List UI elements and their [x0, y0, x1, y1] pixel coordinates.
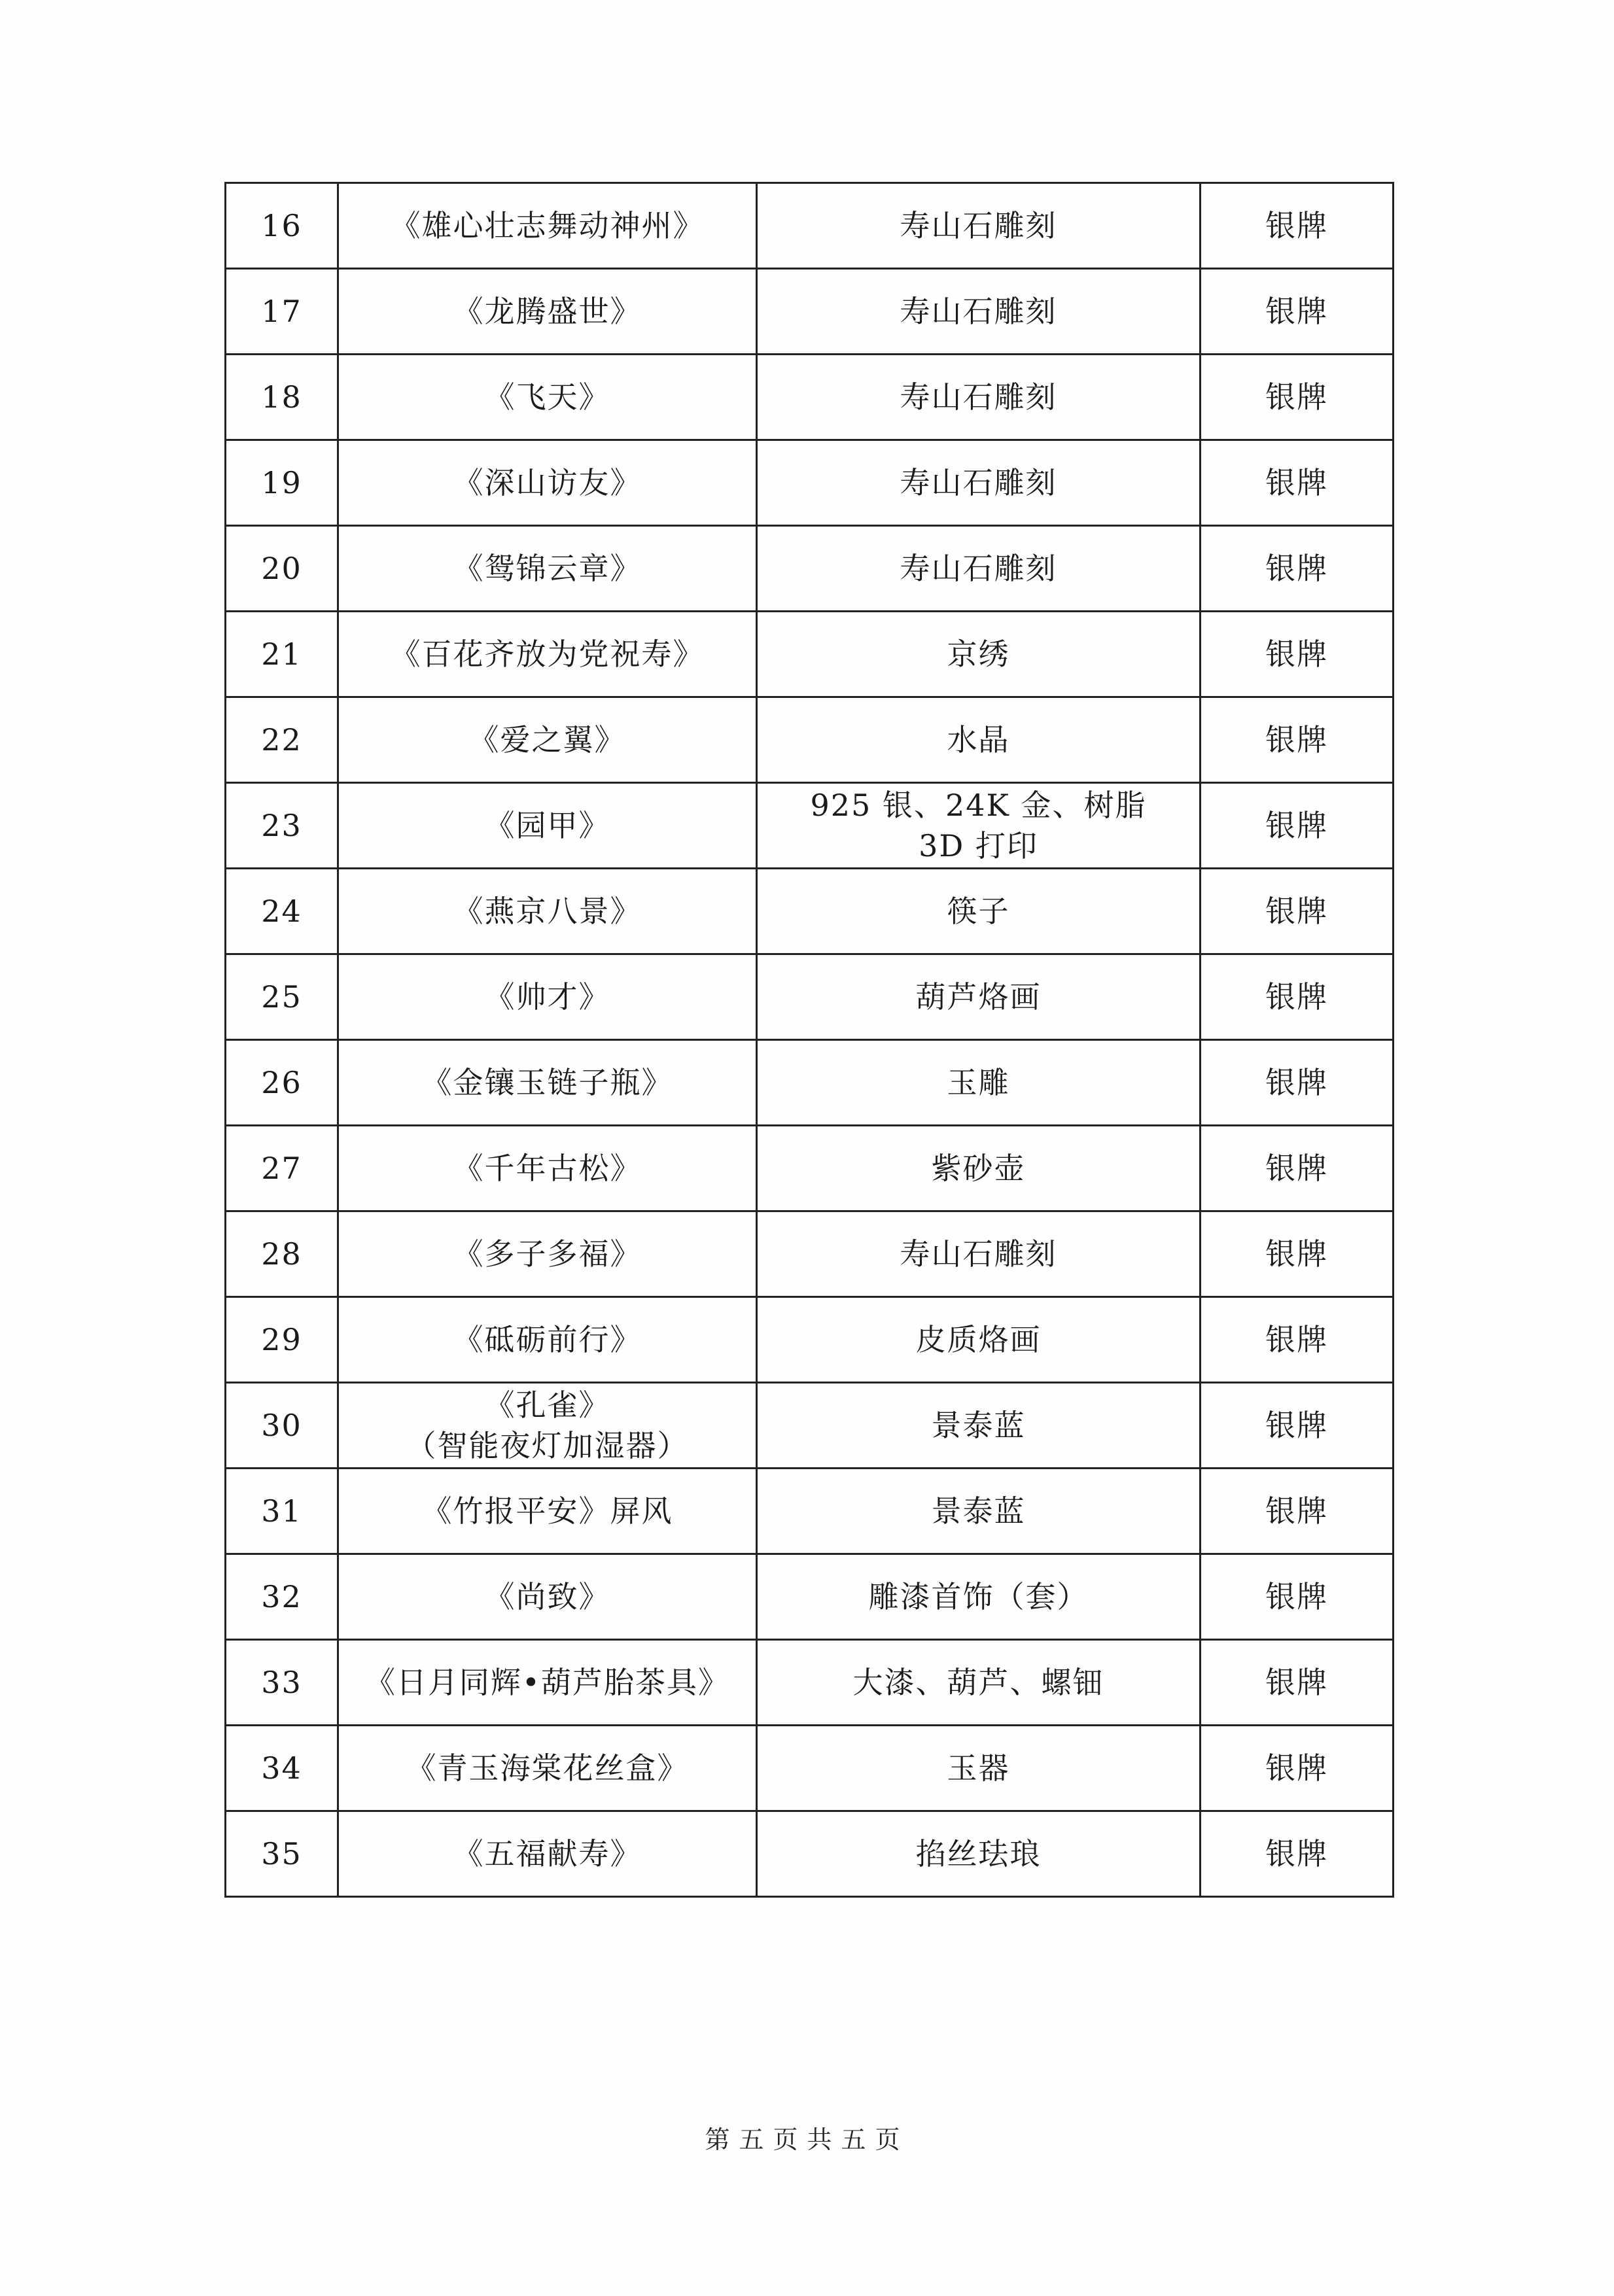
artwork-title-cell	[338, 612, 757, 697]
artwork-title-line: 《百花齐放为党祝寿》	[390, 636, 705, 672]
artwork-title-line: 《竹报平安》屏风	[421, 1493, 673, 1529]
material-line: 雕漆首饰（套）	[868, 1579, 1089, 1614]
row-number-cell: 20	[226, 526, 338, 612]
material-cell	[757, 269, 1201, 355]
material-line: 紫砂壶	[931, 1151, 1026, 1186]
artwork-title-cell	[338, 526, 757, 612]
award-cell: 银牌	[1201, 526, 1394, 612]
material-cell	[757, 1640, 1201, 1726]
row-number-cell: 21	[226, 612, 338, 697]
award-table-body	[226, 183, 1394, 1897]
artwork-title-cell	[338, 1811, 757, 1897]
material-cell	[757, 355, 1201, 440]
table-row	[226, 1640, 1394, 1726]
artwork-title-line: 《燕京八景》	[453, 894, 642, 929]
artwork-title-cell	[338, 269, 757, 355]
award-cell: 银牌	[1201, 1640, 1394, 1726]
row-number-cell: 18	[226, 355, 338, 440]
row-number-cell: 28	[226, 1211, 338, 1297]
artwork-title-line: 《帅才》	[484, 979, 610, 1015]
award-cell: 银牌	[1201, 783, 1394, 869]
artwork-title-cell	[338, 355, 757, 440]
artwork-title-cell	[338, 1297, 757, 1383]
table-row	[226, 1126, 1394, 1211]
material-line: 925 银、24K 金、树脂	[810, 788, 1147, 823]
artwork-title-cell	[338, 1126, 757, 1211]
table-row	[226, 869, 1394, 954]
row-number-cell: 34	[226, 1726, 338, 1811]
table-row	[226, 355, 1394, 440]
artwork-title-cell	[338, 869, 757, 954]
artwork-title-line: 《飞天》	[484, 379, 610, 415]
award-cell: 银牌	[1201, 612, 1394, 697]
award-cell: 银牌	[1201, 1297, 1394, 1383]
material-line: 寿山石雕刻	[900, 208, 1057, 243]
award-cell: 银牌	[1201, 1126, 1394, 1211]
row-number-cell: 29	[226, 1297, 338, 1383]
artwork-title-line: 《孔雀》	[484, 1387, 610, 1423]
material-cell	[757, 1811, 1201, 1897]
artwork-title-cell	[338, 1469, 757, 1554]
artwork-title-line: 《雄心壮志舞动神州》	[390, 208, 705, 243]
artwork-title-cell	[338, 440, 757, 526]
artwork-title-line: 《深山访友》	[453, 465, 642, 500]
artwork-title-line: 《多子多福》	[453, 1236, 642, 1272]
material-cell	[757, 612, 1201, 697]
table-row	[226, 526, 1394, 612]
row-number-cell: 19	[226, 440, 338, 526]
table-row	[226, 183, 1394, 269]
artwork-title-line: 《千年古松》	[453, 1151, 642, 1186]
material-line: 京绣	[947, 636, 1010, 672]
artwork-title-cell	[338, 1040, 757, 1126]
award-cell: 银牌	[1201, 1811, 1394, 1897]
material-cell	[757, 1383, 1201, 1469]
award-cell: 银牌	[1201, 269, 1394, 355]
artwork-title-cell	[338, 1554, 757, 1640]
artwork-title-line: 《尚致》	[484, 1579, 610, 1614]
table-row	[226, 1469, 1394, 1554]
artwork-title-line: 《爱之翼》	[468, 722, 626, 757]
table-row	[226, 269, 1394, 355]
artwork-title-line: 《鸳锦云章》	[453, 551, 642, 586]
material-cell	[757, 783, 1201, 869]
table-row	[226, 1211, 1394, 1297]
table-row	[226, 1383, 1394, 1469]
table-row	[226, 697, 1394, 783]
material-line: 寿山石雕刻	[900, 294, 1057, 329]
award-cell: 银牌	[1201, 1040, 1394, 1126]
award-cell: 银牌	[1201, 1211, 1394, 1297]
material-line: 玉雕	[947, 1065, 1010, 1100]
material-line: 玉器	[947, 1750, 1010, 1786]
material-cell	[757, 526, 1201, 612]
award-cell: 银牌	[1201, 1383, 1394, 1469]
artwork-title-cell	[338, 697, 757, 783]
material-line: 筷子	[947, 894, 1010, 929]
table-row	[226, 1040, 1394, 1126]
material-cell	[757, 1469, 1201, 1554]
material-cell	[757, 1297, 1201, 1383]
material-line: 寿山石雕刻	[900, 465, 1057, 500]
material-line: 景泰蓝	[931, 1493, 1026, 1529]
material-line: 3D 打印	[919, 828, 1038, 863]
material-line: 景泰蓝	[931, 1408, 1026, 1443]
artwork-title-cell	[338, 1640, 757, 1726]
material-line: 皮质烙画	[915, 1322, 1042, 1357]
award-cell: 银牌	[1201, 954, 1394, 1040]
material-line: 葫芦烙画	[915, 979, 1042, 1015]
material-line: 大漆、葫芦、螺钿	[852, 1665, 1104, 1700]
material-line: 寿山石雕刻	[900, 551, 1057, 586]
row-number-cell: 23	[226, 783, 338, 869]
row-number-cell: 16	[226, 183, 338, 269]
table-row	[226, 1726, 1394, 1811]
material-cell	[757, 1554, 1201, 1640]
row-number-cell: 26	[226, 1040, 338, 1126]
material-cell	[757, 1126, 1201, 1211]
table-row	[226, 783, 1394, 869]
artwork-title-line: 《龙腾盛世》	[453, 294, 642, 329]
table-row	[226, 1811, 1394, 1897]
artwork-title-line: 《五福献寿》	[453, 1836, 642, 1871]
row-number-cell: 24	[226, 869, 338, 954]
row-number-cell: 25	[226, 954, 338, 1040]
table-row	[226, 954, 1394, 1040]
artwork-title-line: （智能夜灯加湿器）	[406, 1428, 689, 1463]
artwork-title-cell	[338, 954, 757, 1040]
award-cell: 银牌	[1201, 869, 1394, 954]
material-line: 水晶	[947, 722, 1010, 757]
material-cell	[757, 183, 1201, 269]
row-number-cell: 33	[226, 1640, 338, 1726]
artwork-title-cell	[338, 783, 757, 869]
artwork-title-line: 《园甲》	[484, 808, 610, 843]
artwork-title-line: 《青玉海棠花丝盒》	[406, 1750, 689, 1786]
row-number-cell: 30	[226, 1383, 338, 1469]
material-cell	[757, 869, 1201, 954]
row-number-cell: 32	[226, 1554, 338, 1640]
award-cell: 银牌	[1201, 440, 1394, 526]
row-number-cell: 27	[226, 1126, 338, 1211]
material-line: 寿山石雕刻	[900, 379, 1057, 415]
award-cell: 银牌	[1201, 1726, 1394, 1811]
row-number-cell: 31	[226, 1469, 338, 1554]
table-row	[226, 612, 1394, 697]
table-row	[226, 1554, 1394, 1640]
table-row	[226, 1297, 1394, 1383]
artwork-title-line: 《日月同辉•葫芦胎茶具》	[364, 1665, 730, 1700]
material-cell	[757, 440, 1201, 526]
award-cell: 银牌	[1201, 183, 1394, 269]
material-cell	[757, 1040, 1201, 1126]
material-cell	[757, 1726, 1201, 1811]
row-number-cell: 17	[226, 269, 338, 355]
artwork-title-cell	[338, 1726, 757, 1811]
award-cell: 银牌	[1201, 697, 1394, 783]
artwork-title-cell	[338, 1211, 757, 1297]
row-number-cell: 35	[226, 1811, 338, 1897]
material-cell	[757, 1211, 1201, 1297]
material-line: 寿山石雕刻	[900, 1236, 1057, 1272]
award-cell: 银牌	[1201, 1469, 1394, 1554]
material-cell	[757, 697, 1201, 783]
row-number-cell: 22	[226, 697, 338, 783]
award-cell: 银牌	[1201, 1554, 1394, 1640]
artwork-title-cell	[338, 183, 757, 269]
table-row	[226, 440, 1394, 526]
award-table	[224, 182, 1394, 1898]
material-cell	[757, 954, 1201, 1040]
page-footer: 第五页共五页	[705, 2125, 909, 2154]
material-line: 掐丝珐琅	[915, 1836, 1042, 1871]
artwork-title-cell	[338, 1383, 757, 1469]
award-cell: 银牌	[1201, 355, 1394, 440]
artwork-title-line: 《砥砺前行》	[453, 1322, 642, 1357]
artwork-title-line: 《金镶玉链子瓶》	[421, 1065, 673, 1100]
